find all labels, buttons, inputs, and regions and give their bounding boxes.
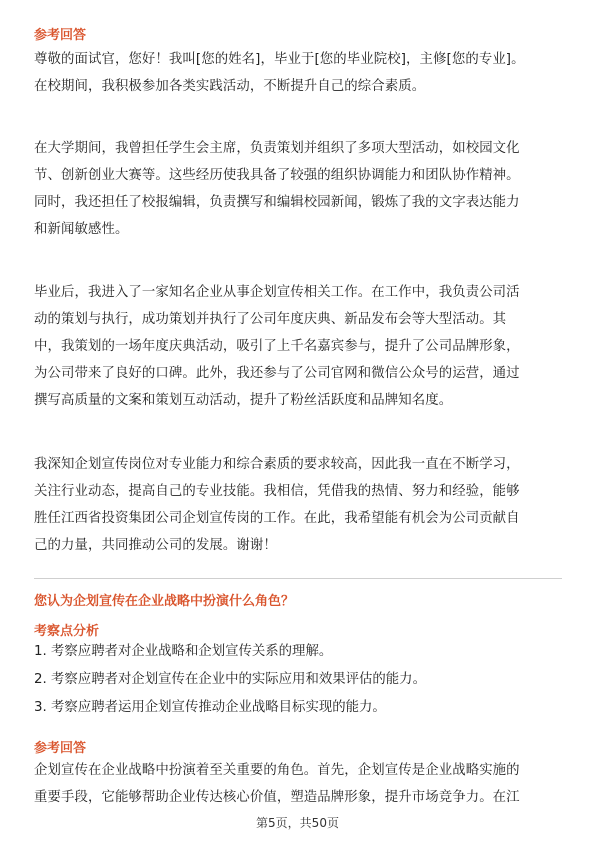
text-line: 我深知企划宣传岗位对专业能力和综合素质的要求较高，因此我一直在不断学习， (34, 457, 520, 472)
text-line: 中，我策划的一场年度庆典活动，吸引了上千名嘉宾参与，提升了公司品牌形象， (34, 339, 520, 354)
text-line: 在大学期间，我曾担任学生会主席，负责策划并组织了多项大型活动，如校园文化 (34, 141, 520, 156)
analysis-list (34, 638, 426, 722)
list-item: 2. 考察应聘者对企划宣传在企业中的实际应用和效果评估的能力。 (34, 672, 426, 687)
answer-paragraph (34, 135, 520, 243)
text-line: 胜任江西省投资集团公司企划宣传岗的工作。在此，我希望能有机会为公司贡献自 (34, 511, 520, 526)
text-line: 撰写高质量的文案和策划互动活动，提升了粉丝活跃度和品牌知名度。 (34, 393, 453, 408)
answer-paragraph (34, 451, 520, 559)
text-line: 同时，我还担任了校报编辑，负责撰写和编辑校园新闻，锻炼了我的文字表达能力 (34, 195, 520, 210)
list-item: 3. 考察应聘者运用企划宣传推动企业战略目标实现的能力。 (34, 700, 386, 715)
analysis-heading: 考察点分析 (34, 624, 100, 639)
list-item: 1. 考察应聘者对企业战略和企划宣传关系的理解。 (34, 644, 333, 659)
text-line: 节、创新创业大赛等。这些经历使我具备了较强的组织协调能力和团队协作精神。 (34, 168, 520, 183)
text-line: 企划宣传在企业战略中扮演着至关重要的角色。首先，企划宣传是企业战略实施的 (34, 763, 520, 778)
page-number: 第5页，共50页 (256, 816, 339, 830)
question-title: 您认为企划宣传在企业战略中扮演什么角色？ (34, 594, 295, 609)
text-line: 己的力量，共同推动公司的发展。谢谢！ (34, 538, 277, 553)
text-line: 动的策划与执行，成功策划并执行了公司年度庆典、新品发布会等大型活动。其 (34, 312, 507, 327)
answer-heading: 参考回答 (34, 28, 87, 43)
text-line: 在校期间，我积极参加各类实践活动，不断提升自己的综合素质。 (34, 79, 426, 94)
answer-paragraph (34, 279, 520, 414)
text-line: 毕业后，我进入了一家知名企业从事企划宣传相关工作。在工作中，我负责公司活 (34, 285, 520, 300)
text-line: 尊敬的面试官，您好！我叫[您的姓名]，毕业于[您的毕业院校]，主修[您的专业]。 (34, 52, 525, 67)
answer-paragraph (34, 757, 520, 811)
answer-paragraph (34, 46, 525, 100)
text-line: 和新闻敏感性。 (34, 222, 129, 237)
text-line: 关注行业动态，提高自己的专业技能。我相信，凭借我的热情、努力和经验，能够 (34, 484, 520, 499)
text-line: 为公司带来了良好的口碑。此外，我还参与了公司官网和微信公众号的运营，通过 (34, 366, 520, 381)
section-divider (34, 578, 562, 579)
answer-heading: 参考回答 (34, 741, 87, 756)
text-line: 重要手段，它能够帮助企业传达核心价值，塑造品牌形象，提升市场竞争力。在江 (34, 790, 520, 805)
